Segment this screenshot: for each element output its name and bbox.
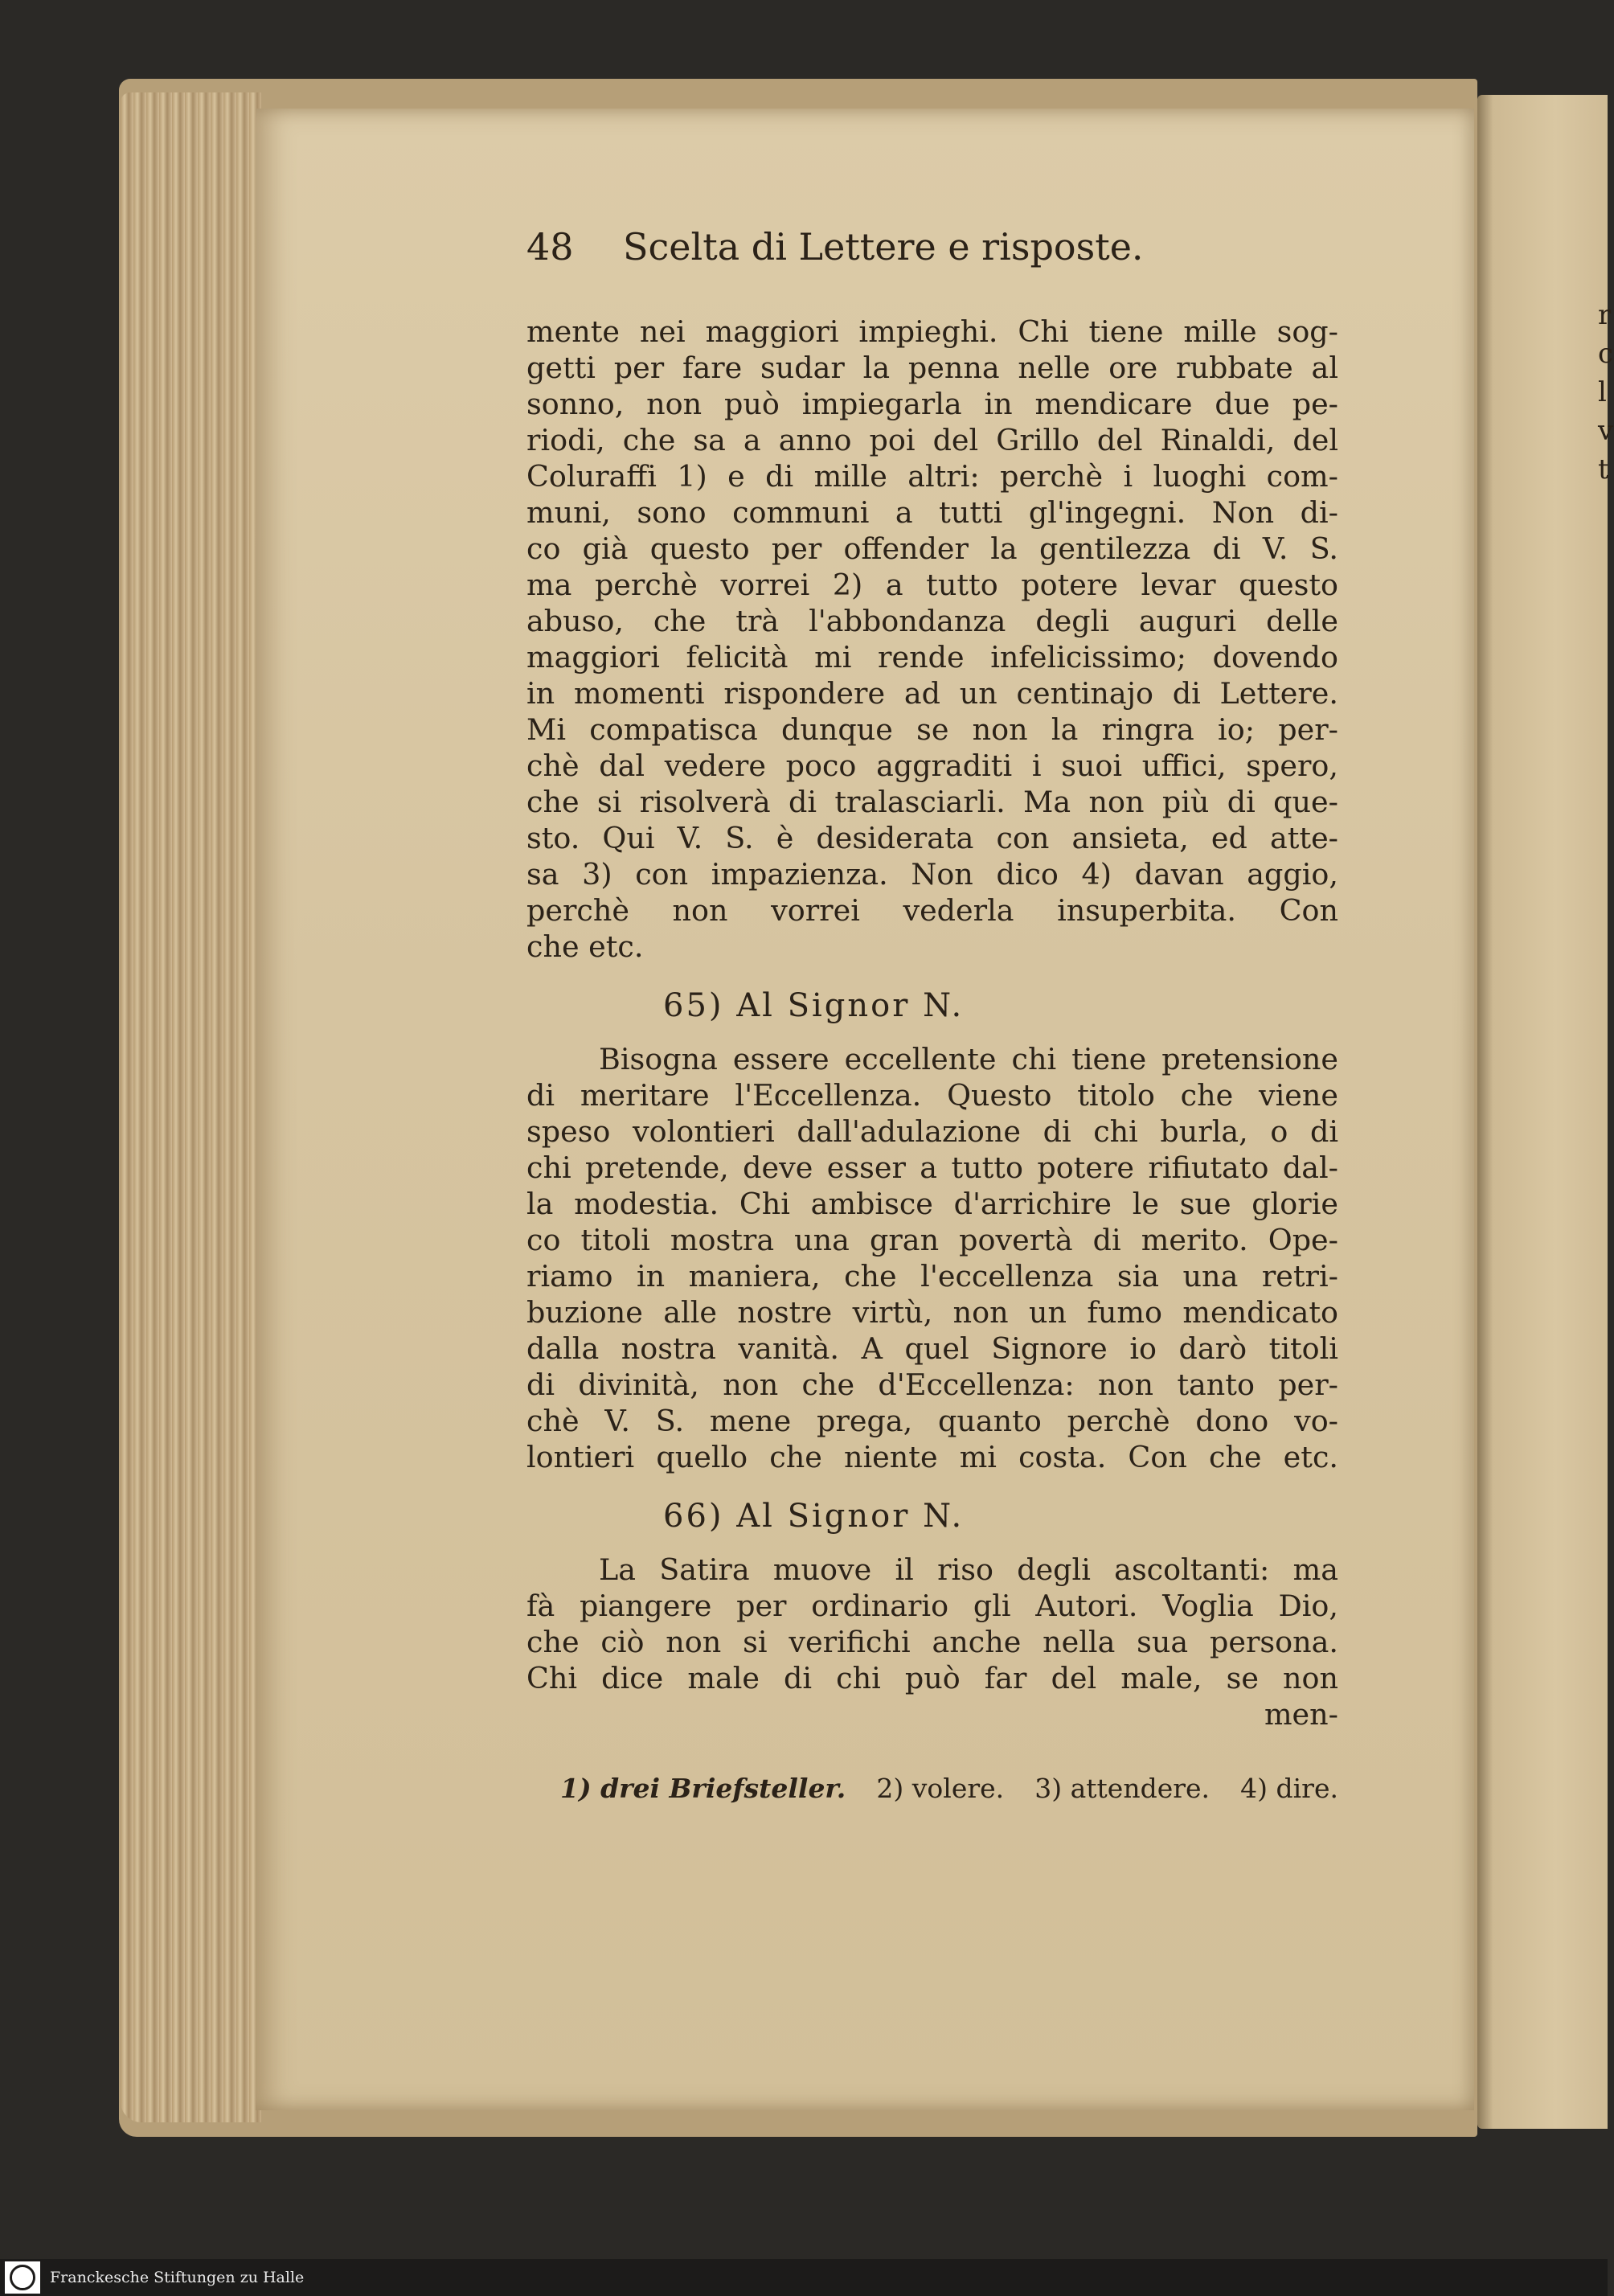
text-line: ma perchè vorrei 2) a tutto potere levar questo [526,568,1338,602]
text-line: che ciò non si verifichi anche nella sua persona. [526,1625,1338,1659]
text-line: co già questo per offender la gentilezza di V. S. [526,531,1338,566]
catchword: men- [1264,1697,1338,1732]
page-header [526,225,1338,289]
text-line: riamo in maniera, che l'eccellenza sia una retri- [526,1259,1338,1294]
letter-65-heading: 65) Al Signor N. [663,987,965,1024]
text-line: Bisogna essere eccellente chi tiene pretensione [599,1042,1338,1076]
text-line: chè V. S. mene prega, quanto perchè dono vo- [526,1404,1338,1438]
edge-letter: r [1598,299,1612,331]
edge-letter: l [1598,376,1607,408]
edge-letter: c [1598,338,1614,370]
edge-letter: t [1598,453,1609,486]
text-line: riodi, che sa a anno poi del Grillo del Rinaldi, del [526,423,1338,457]
text-line: Mi compatisca dunque se non la ringra io; per- [526,712,1338,747]
page-stack-edges [121,92,261,2122]
facing-page-edge-text [1598,296,1614,489]
text-line: muni, sono communi a tutti gl'ingegni. Non di- [526,495,1338,530]
text-line: lontieri quello che niente mi costa. Con che etc. [526,1440,1338,1474]
text-line: sto. Qui V. S. è desiderata con ansieta, ed atte- [526,821,1338,855]
institution-logo-icon [5,2261,40,2294]
footnote-2: 2) volere. [876,1773,1005,1804]
text-line: buzione alle nostre virtù, non un fumo mendicato [526,1295,1338,1330]
text-line: dalla nostra vanità. A quel Signore io darò titoli [526,1331,1338,1366]
page-number: 48 [526,225,574,269]
text-line: chi pretende, deve esser a tutto potere rifiutato dal- [526,1150,1338,1185]
text-line: in momenti rispondere ad un centinajo di Lettere. [526,676,1338,711]
letter-65-body [526,1041,1338,1475]
text-line: mente nei maggiori impieghi. Chi tiene mille sog- [526,314,1338,349]
text-line: sonno, non può impiegarla in mendicare due pe- [526,387,1338,421]
text-line: di divinità, non che d'Eccellenza: non tanto per- [526,1367,1338,1402]
text-line: La Satira muove il riso degli ascoltanti: ma [599,1552,1338,1587]
text-line: di meritare l'Eccellenza. Questo titolo che viene [526,1078,1338,1113]
page-text [526,225,1338,1804]
text-line: fà piangere per ordinario gli Autori. Voglia Dio, [526,1589,1338,1623]
intro-paragraph [526,314,1338,965]
text-line: abuso, che trà l'abbondanza degli auguri delle [526,604,1338,638]
footnotes [526,1773,1338,1804]
text-line: chè dal vedere poco aggraditi i suoi uffici, spero, [526,748,1338,783]
text-line: perchè non vorrei vederla insuperbita. Con [526,893,1338,928]
facing-page [1477,95,1614,2129]
letter-66-heading: 66) Al Signor N. [663,1498,965,1535]
footnote-3: 3) attendere. [1034,1773,1210,1804]
text-line: speso volontieri dall'adulazione di chi burla, o di [526,1114,1338,1149]
footnote-1: 1) drei Briefsteller. [560,1773,846,1804]
footer-institution-name: Franckesche Stiftungen zu Halle [50,2269,305,2286]
text-line: maggiori felicità mi rende infelicissimo; dovendo [526,640,1338,674]
letter-66-body [526,1552,1338,1732]
text-line: Coluraffi 1) e di mille altri: perchè i luoghi com- [526,459,1338,494]
edge-letter: v [1598,415,1614,447]
footer-bar [0,2259,1608,2296]
running-title: Scelta di Lettere e risposte. [623,225,1144,269]
text-line: co titoli mostra una gran povertà di merito. Ope- [526,1223,1338,1257]
footnote-4: 4) dire. [1240,1773,1338,1804]
text-line: che si risolverà di tralasciarli. Ma non più di que- [526,785,1338,819]
text-line: getti per fare sudar la penna nelle ore rubbate al [526,351,1338,385]
text-line: Chi dice male di chi può far del male, se non [526,1661,1338,1695]
text-line: che etc. [526,929,644,964]
text-line: sa 3) con impazienza. Non dico 4) davan aggio, [526,857,1338,892]
text-line: la modestia. Chi ambisce d'arrichire le sue glorie [526,1187,1338,1221]
